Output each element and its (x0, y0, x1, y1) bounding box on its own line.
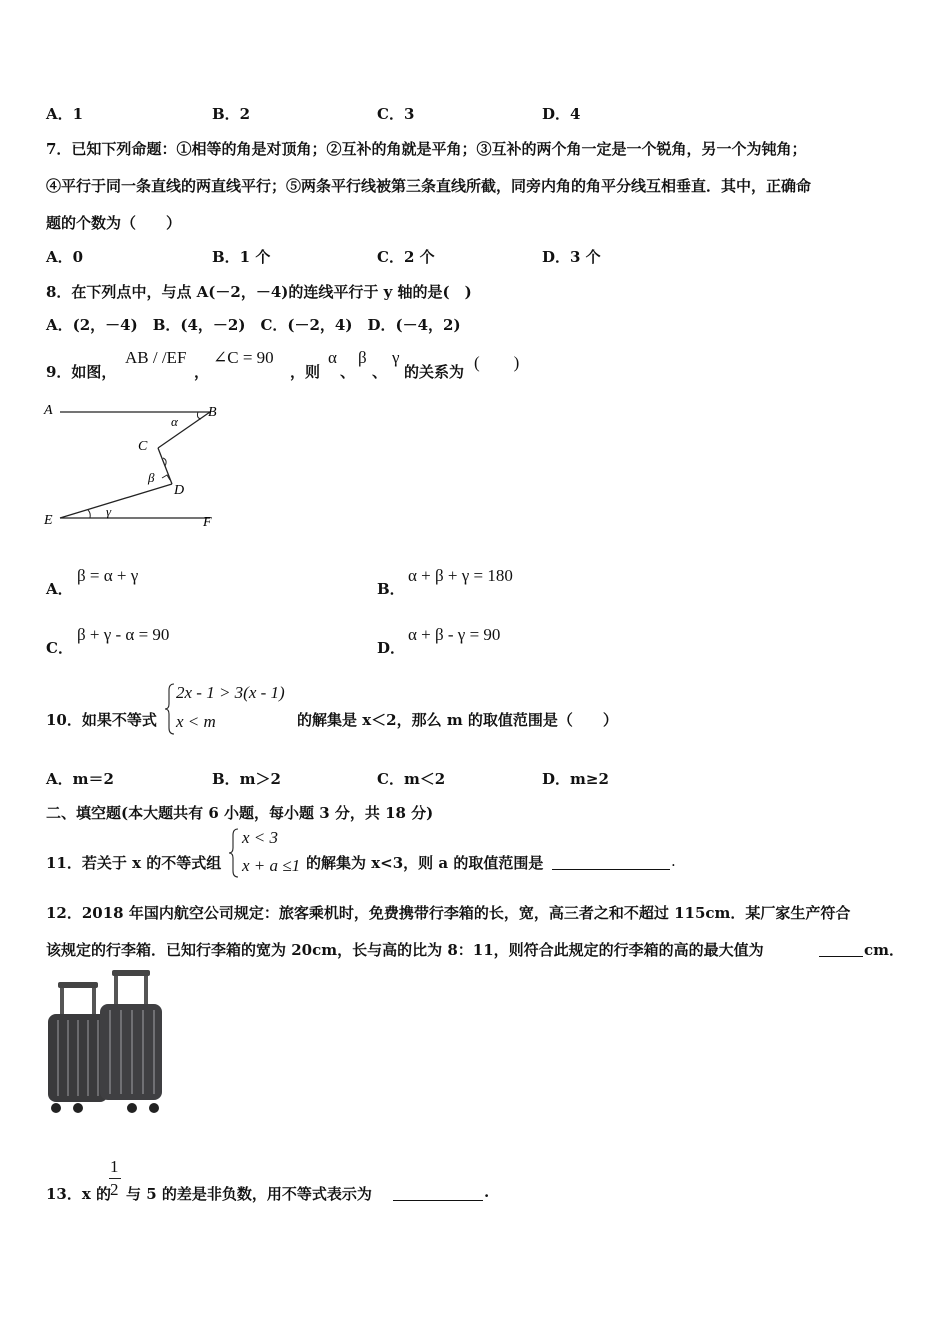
angle-gamma-arc (88, 510, 90, 518)
q13-prefix: 13．x 的 (46, 1185, 112, 1203)
q9-option-a-label: A． (46, 580, 73, 598)
q10-prefix: 10．如果不等式 (46, 711, 157, 729)
q11-prefix: 11．若关于 x 的不等式组 (46, 854, 222, 872)
q7-stem-line3: 题的个数为（ ） (46, 214, 182, 232)
q11-end: . (671, 852, 676, 870)
label-c: C (138, 439, 148, 454)
q7-option-d: D．3 个 (542, 248, 601, 266)
q7-option-a: A．0 (46, 248, 84, 266)
segment-de (60, 484, 172, 518)
q11-brace-icon (228, 827, 240, 879)
label-alpha: α (171, 414, 178, 429)
q9-option-d-label: D． (377, 639, 406, 657)
q13-answer-blank[interactable] (393, 1183, 483, 1201)
q9-separator: ， (194, 363, 210, 381)
q11-inequality-2: x + a ≤1 (242, 856, 301, 875)
segment-bc (158, 412, 210, 448)
suitcase-image (44, 968, 164, 1118)
label-beta: β (148, 470, 155, 485)
q9-prefix: 9．如图， (46, 363, 117, 381)
q13-fraction-numerator: 1 (110, 1157, 119, 1176)
q10-option-a: A．m＝2 (46, 770, 114, 788)
section-2-heading: 二、填空题(本大题共有 6 小题，每小题 3 分，共 18 分) (46, 804, 434, 822)
q9-then: ，则 (290, 363, 321, 381)
q9-gamma: γ (392, 348, 400, 367)
label-b: B (208, 405, 217, 420)
q13-fraction-bar (109, 1178, 121, 1179)
q6-option-c: C．3 (377, 105, 415, 123)
q13-fraction-denominator: 2 (110, 1180, 119, 1199)
q9-option-b-label: B． (377, 580, 405, 598)
q9-option-c-label: C． (46, 639, 73, 657)
q9-option-a-expr: β = α + γ (77, 566, 139, 585)
q6-option-b: B．2 (212, 105, 251, 123)
q12-unit: cm． (864, 941, 905, 959)
q7-option-c: C．2 个 (377, 248, 435, 266)
q10-option-c: C．m＜2 (377, 770, 446, 788)
label-f: F (203, 515, 212, 530)
q9-option-d-expr: α + β - γ = 90 (408, 625, 501, 644)
label-a: A (44, 403, 53, 418)
q7-option-b: B．1 个 (212, 248, 271, 266)
q9-alpha: α (328, 348, 337, 367)
q8-options: A．(2，－4) B．(4，－2) C．(－2，4) D．(－4，2) (46, 316, 461, 334)
q12-stem-line2: 该规定的行李箱．已知行李箱的宽为 20cm，长与高的比为 8：11，则符合此规定的行李箱的高的最大值为 (46, 941, 764, 959)
label-gamma: γ (106, 504, 112, 519)
q9-geometry-figure (40, 398, 230, 533)
q9-answer-paren: ( ) (474, 353, 520, 372)
q6-option-d: D．4 (542, 105, 581, 123)
q9-condition-right-angle: ∠C = 90 (213, 348, 274, 367)
q10-inequality-1: 2x - 1 > 3(x - 1) (176, 683, 285, 702)
q10-inequality-2: x < m (176, 712, 216, 731)
q12-stem-line1: 12．2018 年国内航空公司规定：旅客乘机时，免费携带行李箱的长，宽，高三者之和不超过 115cm．某厂家生产符合 (46, 904, 851, 922)
q12-answer-blank[interactable] (819, 939, 863, 957)
q10-option-d: D．m≥2 (542, 770, 609, 788)
q9-option-c-expr: β + γ - α = 90 (77, 625, 170, 644)
q11-suffix: 的解集为 x<3，则 a 的取值范围是 (306, 854, 544, 872)
q9-condition-parallel: AB / /EF (125, 348, 187, 367)
q9-dun2: 、 (372, 363, 388, 381)
q10-brace-icon (164, 682, 176, 736)
q7-stem-line1: 7．已知下列命题：①相等的角是对顶角；②互补的角就是平角；③互补的两个角一定是一个锐角，另一个为钝角； (46, 140, 807, 158)
q9-option-b-expr: α + β + γ = 180 (408, 566, 513, 585)
q11-inequality-1: x < 3 (242, 828, 279, 847)
q11-answer-blank[interactable] (552, 852, 670, 870)
q9-dun1: 、 (340, 363, 356, 381)
label-e: E (44, 513, 53, 528)
q10-option-b: B．m＞2 (212, 770, 281, 788)
q9-beta: β (358, 348, 367, 367)
q13-suffix: 与 5 的差是非负数，用不等式表示为 (126, 1185, 372, 1203)
q7-stem-line2: ④平行于同一条直线的两直线平行；⑤两条平行线被第三条直线所截，同旁内角的角平分线互相垂直．其中，正确命 (46, 177, 812, 195)
q13-end: . (484, 1183, 490, 1201)
q9-suffix: 的关系为 (404, 363, 465, 381)
q6-option-a: A．1 (46, 105, 84, 123)
q10-suffix: 的解集是 x＜2，那么 m 的取值范围是（ ） (297, 711, 618, 729)
label-d: D (174, 483, 185, 498)
q8-stem: 8．在下列点中，与点 A(－2，－4)的连线平行于 y 轴的是( ) (46, 283, 472, 301)
